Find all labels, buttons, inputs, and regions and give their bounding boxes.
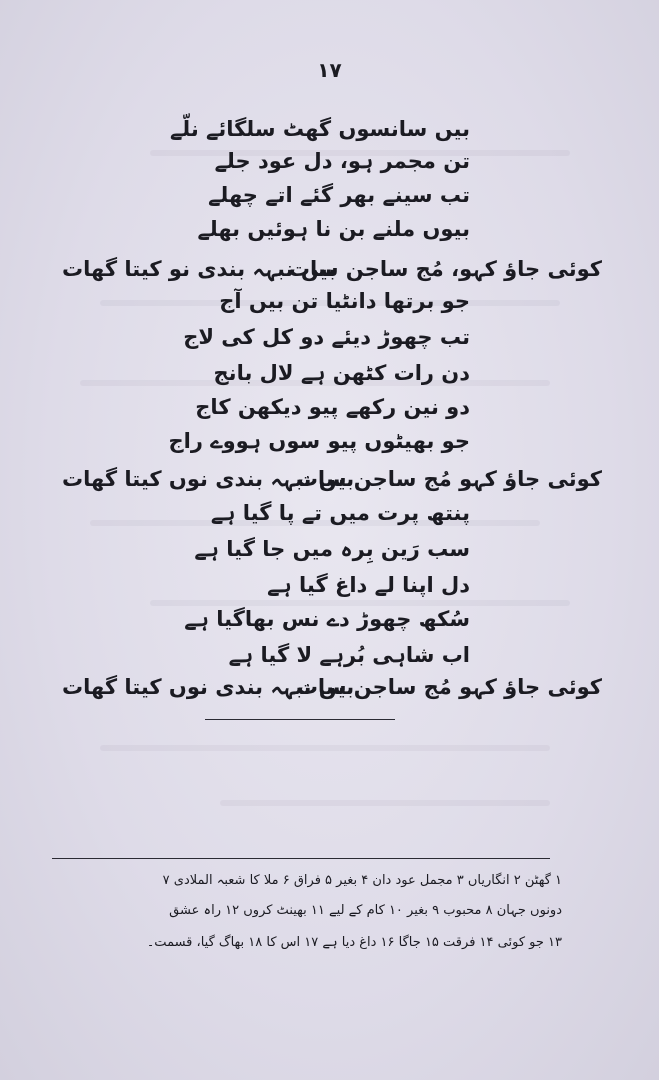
refrain-first-half: کوئی جاؤ کہو مُج ساجن سات <box>296 675 602 699</box>
refrain-second-half: بیں نبہہ بندی نو کیتا گھات <box>62 257 337 281</box>
refrain-first-half: کوئی جاؤ کہو، مُج ساجن سات <box>288 257 602 281</box>
verse-line: سُکھ چھوڑ دے نس بھاگیا ہے <box>184 607 470 631</box>
verse-line: جو بھیٹوں پیو سوں ہووے راج <box>168 429 470 453</box>
footnote-line: ۱ گھٹن ۲ انگاریاں ۳ مجمل عود دان ۴ بغیر ۵ فراق ۶ ملا کا شعبہ الملادی ۷ <box>162 873 562 888</box>
verse-line: دن رات کٹھن ہے لال بانج <box>213 361 470 385</box>
footnote-line: ۱۳ جو کوئی ۱۴ فرقت ۱۵ جاگا ۱۶ داغ دیا ہے ۱۷ اس کا ۱۸ بھاگ گیا، قسمت۔ <box>146 935 562 950</box>
verse-line: تب سینے بھر گئے اتے چھلے <box>208 183 470 207</box>
verse-line: پنتھ پرت میں تے پا گیا ہے <box>210 501 470 525</box>
verse-line: بیں سانسوں گھٹ سلگائے نلّے <box>169 117 470 141</box>
verse-line: تب چھوڑ دیئے دو کل کی لاج <box>183 325 470 349</box>
poem-end-rule <box>205 719 395 720</box>
refrain-line <box>62 672 602 702</box>
refrain-first-half: کوئی جاؤ کہو مُج ساجن سات <box>296 467 602 491</box>
page-number: ۱۷ <box>317 58 342 82</box>
verse-line: سب رَین بِرہ میں جا گیا ہے <box>194 537 470 561</box>
verse-line: جو برتھا دانٹیا تن بیں آج <box>219 289 470 313</box>
verse-line: دل اپنا لے داغ گیا ہے <box>267 573 470 597</box>
footnote-separator <box>52 858 550 859</box>
verse-line: دو نین رکھے پیو دیکھن کاج <box>195 395 470 419</box>
refrain-second-half: بیں نبہہ بندی نوں کیتا گھات <box>62 467 355 491</box>
refrain-line <box>62 464 602 494</box>
verse-line: اب شاہی بُرہے لا گیا ہے <box>228 643 470 667</box>
verse-line: بیوں ملنے بن نا ہوئیں بھلے <box>197 217 470 241</box>
footnote-line: دونوں جہان ۸ محبوب ۹ بغیر ۱۰ کام کے لیے ۱۱ بھینٹ کروں ۱۲ راہ عشق <box>169 903 562 918</box>
refrain-second-half: بیں نبہہ بندی نوں کیتا گھات <box>62 675 355 699</box>
verse-line: تن مجمر ہو، دل عود جلے <box>214 149 470 173</box>
refrain-line <box>62 254 602 284</box>
